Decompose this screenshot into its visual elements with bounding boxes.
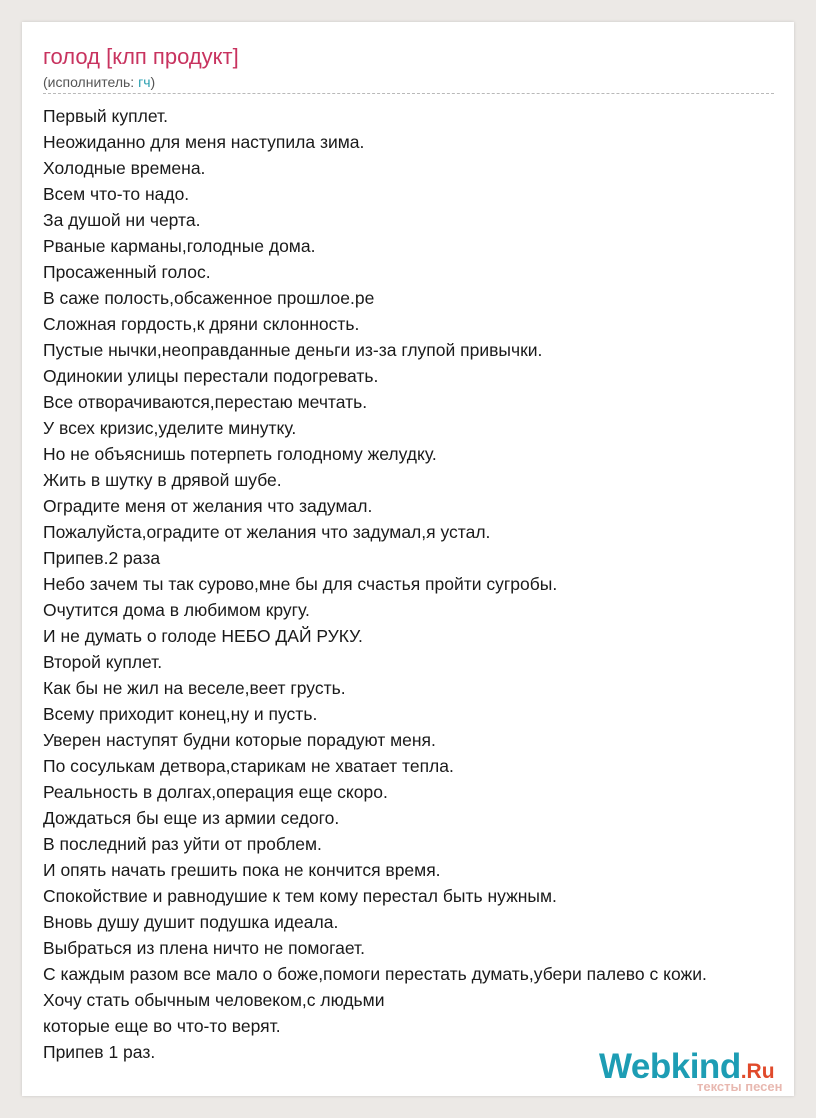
lyric-line: По сосулькам детвора,старикам не хватает тепла. bbox=[43, 756, 454, 776]
lyric-line: Оградите меня от желания что задумал. bbox=[43, 496, 373, 516]
lyric-line: Дождаться бы еще из армии седого. bbox=[43, 808, 340, 828]
lyrics-page bbox=[22, 22, 794, 1096]
lyric-line: Реальность в долгах,операция еще скоро. bbox=[43, 782, 388, 802]
lyric-line: Всем что-то надо. bbox=[43, 184, 190, 204]
lyric-line: Все отворачиваются,перестаю мечтать. bbox=[43, 392, 368, 412]
lyric-line: Всему приходит конец,ну и пусть. bbox=[43, 704, 318, 724]
lyric-line: У всех кризис,уделите минутку. bbox=[43, 418, 297, 438]
artist-suffix: ) bbox=[150, 74, 156, 90]
song-title: голод [клп продукт] bbox=[43, 44, 239, 69]
lyric-line: Спокойствие и равнодушие к тем кому перестал быть нужным. bbox=[43, 886, 557, 906]
logo-name: Webkind bbox=[599, 1047, 741, 1086]
logo-tagline: тексты песен bbox=[697, 1079, 783, 1094]
lyric-line: С каждым разом все мало о боже,помоги перестать думать,убери палево с кожи. bbox=[43, 964, 707, 984]
lyric-line: Холодные времена. bbox=[43, 158, 206, 178]
lyric-line: Одинокии улицы перестали подогревать. bbox=[43, 366, 379, 386]
logo-tld: .Ru bbox=[740, 1060, 775, 1083]
artist-link[interactable]: гч bbox=[138, 74, 151, 90]
lyric-line: Пожалуйста,оградите от желания что задумал,я устал. bbox=[43, 522, 491, 542]
lyric-line: Первый куплет. bbox=[43, 106, 168, 126]
title-divider bbox=[43, 93, 774, 94]
lyric-line: Хочу стать обычным человеком,с людьми bbox=[43, 990, 385, 1010]
lyric-line: И не думать о голоде НЕБО ДАЙ РУКУ. bbox=[43, 626, 363, 646]
lyric-line: Вновь душу душит подушка идеала. bbox=[43, 912, 339, 932]
lyric-line: Небо зачем ты так сурово,мне бы для счастья пройти сугробы. bbox=[43, 574, 558, 594]
lyric-line: Просаженный голос. bbox=[43, 262, 211, 282]
webkind-logo[interactable] bbox=[599, 1047, 799, 1097]
lyric-line: Припев.2 раза bbox=[43, 548, 161, 568]
lyric-line: Рваные карманы,голодные дома. bbox=[43, 236, 316, 256]
lyric-line: Сложная гордость,к дряни склонность. bbox=[43, 314, 360, 334]
lyric-line: Но не объяснишь потерпеть голодному желудку. bbox=[43, 444, 437, 464]
lyric-line: В последний раз уйти от проблем. bbox=[43, 834, 322, 854]
lyric-line: Уверен наступят будни которые порадуют меня. bbox=[43, 730, 436, 750]
lyric-line: Очутится дома в любимом кругу. bbox=[43, 600, 310, 620]
lyric-line: И опять начать грешить пока не кончится время. bbox=[43, 860, 441, 880]
lyric-line: Припев 1 раз. bbox=[43, 1042, 156, 1062]
lyric-line: Выбраться из плена ничто не помогает. bbox=[43, 938, 365, 958]
lyric-line: которые еще во что-то верят. bbox=[43, 1016, 281, 1036]
artist-line bbox=[43, 73, 155, 91]
lyric-line: В саже полость,обсаженное прошлое.ре bbox=[43, 288, 375, 308]
lyric-line: Неожиданно для меня наступила зима. bbox=[43, 132, 365, 152]
lyric-line: Второй куплет. bbox=[43, 652, 163, 672]
lyric-line: За душой ни черта. bbox=[43, 210, 201, 230]
lyric-line: Жить в шутку в дрявой шубе. bbox=[43, 470, 282, 490]
lyric-line: Пустые нычки,неоправданные деньги из-за глупой привычки. bbox=[43, 340, 543, 360]
lyric-line: Как бы не жил на веселе,веет грусть. bbox=[43, 678, 346, 698]
lyrics-text bbox=[43, 103, 707, 1065]
artist-prefix: (исполнитель: bbox=[43, 74, 139, 90]
